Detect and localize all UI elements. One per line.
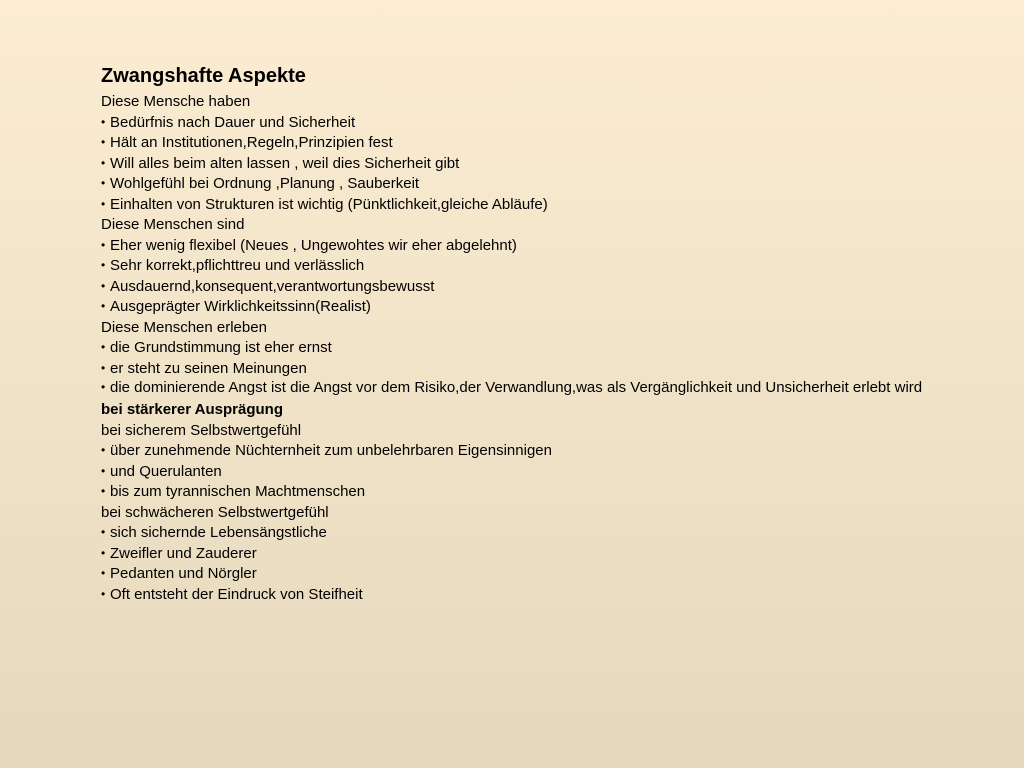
section-label (101, 318, 981, 339)
bullet-item (101, 133, 981, 154)
bullet-icon: • (101, 237, 106, 252)
bullet-item (101, 113, 981, 134)
line-text: Will alles beim alten lassen , weil dies Sicherheit gibt (110, 154, 460, 172)
bullet-icon: • (101, 566, 106, 580)
line-text: Diese Menschen erleben (101, 318, 267, 336)
bullet-icon: • (101, 155, 106, 170)
line-text: bis zum tyrannischen Machtmenschen (110, 483, 366, 500)
bullet-icon: • (101, 443, 106, 457)
slide-content (101, 64, 981, 605)
section-label (101, 503, 981, 524)
bullet-icon: • (101, 545, 106, 560)
bullet-item (101, 236, 981, 257)
bullet-item (101, 154, 981, 175)
bullet-item (101, 482, 981, 503)
line-text: Einhalten von Strukturen ist wichtig (Pünktlichkeit,gleiche Abläufe) (110, 195, 548, 213)
bullet-item (101, 462, 981, 483)
line-text: Ausdauernd,konsequent,verantwortungsbewusst (110, 277, 435, 295)
bullet-item (101, 277, 981, 298)
bullet-item (101, 174, 981, 195)
line-text: Sehr korrekt,pflichttreu und verlässlich (110, 257, 365, 274)
bullet-icon: • (101, 586, 106, 601)
bullet-item (101, 441, 981, 462)
bullet-icon: • (101, 525, 106, 539)
bullet-item (101, 523, 981, 544)
bullet-item (101, 297, 981, 318)
bullet-item (101, 195, 981, 216)
bullet-icon: • (101, 258, 106, 272)
section-label (101, 92, 981, 113)
line-text: Eher wenig flexibel (Neues , Ungewohtes wir eher abgelehnt) (110, 236, 517, 254)
bullet-item (101, 544, 981, 565)
section-label (101, 215, 981, 236)
bullet-icon: • (101, 299, 106, 313)
bullet-icon: • (101, 114, 106, 129)
bullet-icon: • (101, 360, 106, 375)
line-text: die dominierende Angst ist die Angst vor dem Risiko,der Verwandlung,was als Vergänglichkeit und Unsicherheit erlebt wird (110, 379, 923, 396)
line-text: Oft entsteht der Eindruck von Steifheit (110, 585, 363, 603)
line-text: die Grundstimmung ist eher ernst (110, 339, 332, 356)
line-text: Wohlgefühl bei Ordnung ,Planung , Sauberkeit (110, 175, 420, 192)
bullet-icon: • (101, 135, 106, 149)
bullet-icon: • (101, 340, 106, 354)
bullet-item (101, 380, 981, 396)
bullet-item (101, 564, 981, 585)
bullet-item (101, 359, 981, 380)
line-text: Ausgeprägter Wirklichkeitssinn(Realist) (110, 298, 371, 315)
bullet-item (101, 585, 981, 606)
line-text: bei stärkerer Ausprägung (101, 401, 283, 418)
bullet-icon: • (101, 196, 106, 211)
line-text: er steht zu seinen Meinungen (110, 359, 307, 377)
bullet-item (101, 338, 981, 359)
text-body (101, 92, 981, 605)
line-text: über zunehmende Nüchternheit zum unbelehrbaren Eigensinnigen (110, 442, 552, 459)
section-label (101, 421, 981, 442)
bullet-item (101, 256, 981, 277)
bullet-icon: • (101, 463, 106, 478)
bullet-icon: • (101, 484, 106, 498)
line-text: und Querulanten (110, 462, 222, 480)
slide-title: Zwangshafte Aspekte (101, 65, 306, 87)
line-text: Hält an Institutionen,Regeln,Prinzipien fest (110, 134, 393, 151)
line-text: bei schwächeren Selbstwertgefühl (101, 503, 329, 521)
bullet-icon: • (101, 278, 106, 293)
bullet-icon: • (101, 380, 106, 394)
line-text: sich sichernde Lebensängstliche (110, 524, 327, 541)
line-text: Diese Menschen sind (101, 216, 245, 233)
line-text: Zweifler und Zauderer (110, 544, 257, 562)
line-text: Bedürfnis nach Dauer und Sicherheit (110, 113, 356, 131)
line-text: bei sicherem Selbstwertgefühl (101, 421, 302, 439)
line-text: Pedanten und Nörgler (110, 565, 257, 582)
bullet-icon: • (101, 176, 106, 190)
line-text: Diese Mensche haben (101, 93, 251, 110)
section-heading (101, 400, 981, 421)
